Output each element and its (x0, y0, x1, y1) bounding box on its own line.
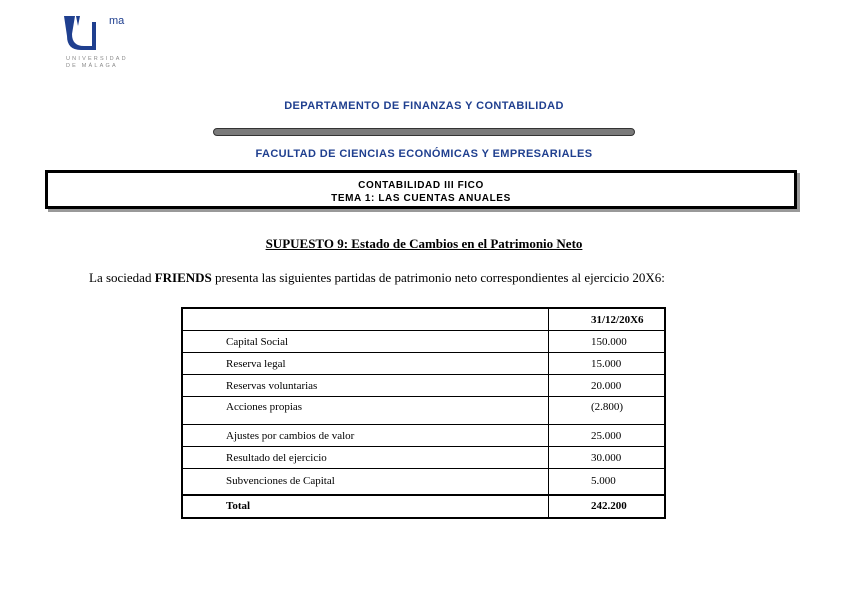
row-value: 15.000 (549, 353, 666, 375)
row-label: Acciones propias (182, 397, 549, 425)
row-label: Reserva legal (182, 353, 549, 375)
row-value: 20.000 (549, 375, 666, 397)
faculty-title: FACULTAD DE CIENCIAS ECONÓMICAS Y EMPRESARIALES (255, 148, 593, 160)
table-row (182, 375, 665, 397)
intro-paragraph: La sociedad FRIENDS presenta las siguientes partidas de patrimonio neto correspondientes al ejercicio 20X6: (89, 270, 665, 285)
row-value: (2.800) (549, 397, 666, 425)
total-label: Total (182, 495, 549, 518)
header-date-cell: 31/12/20X6 (549, 308, 666, 331)
row-value: 150.000 (549, 331, 666, 353)
company-name: FRIENDS (154, 270, 212, 285)
row-label: Reservas voluntarias (182, 375, 549, 397)
equity-table (181, 307, 666, 519)
table-row (182, 447, 665, 469)
header-divider (213, 128, 635, 136)
total-value: 242.200 (549, 495, 666, 518)
table-header-row (182, 308, 665, 331)
topic-name: TEMA 1: LAS CUENTAS ANUALES (331, 193, 511, 204)
header-empty-cell (182, 308, 549, 331)
row-label: Ajustes por cambios de valor (182, 425, 549, 447)
course-box (45, 170, 797, 209)
logo-subtitle: UNIVERSIDAD DE MÁLAGA (66, 56, 128, 69)
row-value: 5.000 (549, 469, 666, 495)
row-label: Capital Social (182, 331, 549, 353)
row-value: 30.000 (549, 447, 666, 469)
logo-mark-text: ma (109, 15, 125, 27)
table-row (182, 397, 665, 425)
course-name: CONTABILIDAD III FICO (358, 180, 484, 191)
table-row (182, 331, 665, 353)
row-label: Resultado del ejercicio (182, 447, 549, 469)
exercise-title: SUPUESTO 9: Estado de Cambios en el Patrimonio Neto (265, 236, 583, 251)
table-total-row (182, 495, 665, 518)
university-logo (62, 14, 132, 74)
row-label: Subvenciones de Capital (182, 469, 549, 495)
department-title: DEPARTAMENTO DE FINANZAS Y CONTABILIDAD (284, 100, 564, 112)
university-logo-icon (62, 14, 106, 54)
table-row (182, 425, 665, 447)
table-row (182, 353, 665, 375)
table-row (182, 469, 665, 495)
row-value: 25.000 (549, 425, 666, 447)
